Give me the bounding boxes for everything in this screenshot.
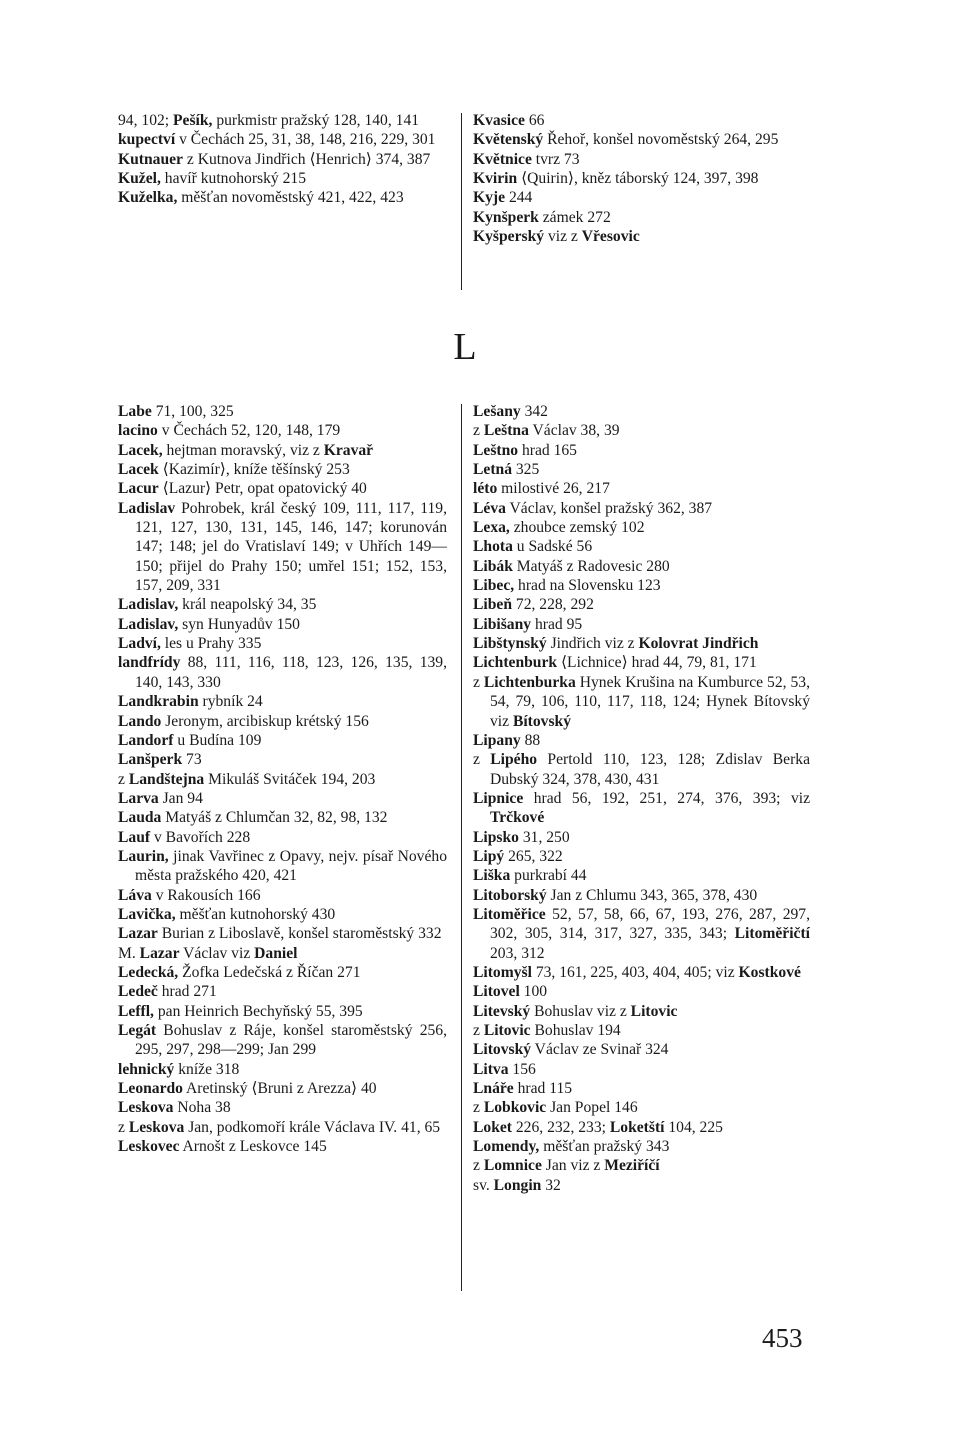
index-entry [118, 692, 447, 711]
index-entry [473, 150, 810, 169]
entry-headword: Libeň [473, 596, 512, 614]
entry-headword: Lhota [473, 538, 513, 556]
index-entry [473, 130, 810, 149]
entry-headword: Landkrabin [118, 693, 199, 711]
entry-text: Pertold 110, 123, 128; Zdislav Berka Dubský 324, 378, 430, 431 [490, 751, 810, 788]
index-entry [473, 1060, 810, 1079]
entry-headword: Lipý [473, 847, 505, 865]
entry-headword: Laurin, [118, 847, 169, 865]
index-entry [118, 499, 447, 596]
entry-text: kníže 318 [174, 1060, 240, 1078]
index-entry [473, 227, 810, 246]
entry-text: purkmistr pražský 128, 140, 141 [212, 112, 420, 129]
entry-headword: Lipého [490, 751, 538, 769]
index-entry [118, 1098, 447, 1117]
entry-text: měšťan kutnohorský 430 [175, 905, 336, 923]
entry-headword: Lando [118, 712, 162, 730]
entry-text: ⟨Lichnice⟩ hrad 44, 79, 81, 171 [557, 654, 757, 672]
entry-text: z [473, 1157, 484, 1175]
entry-text: král neapolský 34, 35 [178, 596, 317, 614]
entry-headword: Kužel, [118, 170, 161, 188]
entry-text: Matyáš z Chlumčan 32, 82, 98, 132 [161, 809, 388, 827]
index-entry [118, 421, 447, 440]
entry-headword: Lipnice [473, 789, 524, 807]
entry-text: viz z [544, 228, 582, 246]
index-entry [118, 789, 447, 808]
entry-text: 265, 322 [504, 847, 563, 865]
entry-headword: Bítovský [512, 712, 572, 730]
entry-text: Aretinský ⟨Bruni z Arezza⟩ 40 [182, 1080, 377, 1098]
entry-text: Pohrobek, král český 109, 111, 117, 119, 121, 127, 130, 131, 145, 146, 147; korunován 147; 148; jel do Vratislaví 149; v Uhřích 149—150; přijel do Prahy 150; umřel 151; 152, 153, 157, 209, 331 [135, 499, 447, 595]
entry-headword: Lnáře [473, 1080, 514, 1098]
entry-headword: Kostkové [738, 963, 801, 981]
entry-text: 72, 228, 292 [512, 596, 594, 614]
entry-text: 104, 225 [664, 1118, 723, 1136]
entry-text: havíř kutnohorský 215 [160, 170, 306, 188]
entry-text: syn Hunyadův 150 [178, 615, 300, 633]
index-entry [118, 944, 447, 963]
entry-headword: Litovel [473, 983, 520, 1001]
index-entry [118, 1002, 447, 1021]
entry-text: z [473, 673, 484, 691]
entry-headword: Litva [473, 1060, 509, 1078]
entry-text: 88, 111, 116, 118, 123, 126, 135, 139, 140, 143, 330 [135, 654, 447, 691]
index-entry [118, 770, 447, 789]
entry-headword: Trčkové [490, 809, 545, 827]
entry-headword: lacino [118, 422, 158, 440]
entry-text: purkrabí 44 [510, 867, 587, 885]
entry-headword: Leonardo [118, 1080, 183, 1098]
index-entry [118, 479, 447, 498]
entry-headword: Lomendy, [473, 1138, 540, 1156]
index-entry [473, 634, 810, 653]
entry-text: měšťan novoměstský 421, 422, 423 [177, 189, 404, 207]
entry-headword: Lanšperk [118, 751, 183, 769]
entry-headword: Leštna [483, 422, 529, 440]
entry-text: 325 [511, 461, 540, 479]
entry-headword: Kvasice [473, 112, 525, 129]
entry-headword: Lipany [473, 731, 521, 749]
entry-text: Bohuslav viz z [530, 1002, 631, 1020]
entry-text: Jan Popel 146 [546, 1099, 638, 1117]
entry-headword: Litovic [483, 1022, 531, 1039]
index-entry [473, 1079, 810, 1098]
index-entry [118, 1060, 447, 1079]
index-entry [118, 982, 447, 1001]
entry-text: 244 [505, 189, 533, 207]
entry-headword: Květnice [473, 150, 532, 168]
entry-text: Bohuslav z Ráje, konšel staroměstský 256, 295, 297, 298—299; Jan 299 [135, 1022, 447, 1059]
entry-headword: Kravař [323, 441, 374, 459]
index-entry [473, 1137, 810, 1156]
index-entry [473, 1002, 810, 1021]
entry-headword: Litoborský [473, 886, 547, 904]
index-entry [118, 460, 447, 479]
index-entry [473, 750, 810, 789]
entry-text: v Bavořích 228 [150, 828, 251, 846]
entry-text: Žofka Ledečská z Říčan 271 [178, 963, 361, 981]
entry-text: 88 [520, 731, 541, 749]
index-entry [118, 130, 447, 149]
entry-headword: Kvirin [473, 170, 518, 188]
index-entry [473, 421, 810, 440]
index-entry [118, 441, 447, 460]
entry-text: u Budína 109 [173, 731, 262, 749]
index-entry [118, 615, 447, 634]
index-entry [118, 1137, 447, 1156]
entry-headword: lehnický [118, 1060, 175, 1078]
entry-text: jinak Vavřinec z Opavy, nejv. písař Nového města pražského 420, 421 [135, 847, 447, 885]
index-entry [118, 111, 447, 130]
entry-headword: Libec, [473, 577, 515, 595]
entry-text: u Sadské 56 [512, 538, 593, 556]
index-entry [118, 712, 447, 731]
section-letter-heading: L [453, 326, 477, 368]
index-entry [118, 963, 447, 982]
entry-headword: Leskovec [118, 1138, 180, 1156]
index-entry [473, 653, 810, 672]
entry-text: 226, 232, 233; [511, 1118, 610, 1136]
index-entry [473, 731, 810, 750]
index-entry [473, 557, 810, 576]
entry-text: rybník 24 [198, 693, 263, 711]
entry-text: 71, 100, 325 [151, 403, 234, 420]
index-entry [473, 441, 810, 460]
index-entry [118, 150, 447, 169]
entry-text: v Čechách 52, 120, 148, 179 [157, 422, 341, 440]
entry-headword: Litomyšl [473, 963, 532, 981]
index-entry [118, 731, 447, 750]
entry-text: zhoubce zemský 102 [509, 519, 645, 537]
entry-headword: Loketští [609, 1118, 665, 1136]
entry-headword: Lazar [118, 925, 158, 943]
entry-text: v Rakousích 166 [151, 886, 261, 904]
index-entry [473, 673, 810, 731]
index-entry [473, 982, 810, 1001]
entry-headword: léto [473, 480, 498, 498]
entry-headword: Lexa, [473, 519, 510, 537]
entry-headword: Lauf [118, 828, 151, 846]
index-entry [118, 653, 447, 692]
entry-text: ⟨Quirin⟩, kněz táborský 124, 397, 398 [517, 170, 759, 188]
entry-text: z Kutnova Jindřich ⟨Henrich⟩ 374, 387 [182, 150, 431, 168]
index-entry [473, 576, 810, 595]
entry-text: z [118, 1118, 129, 1136]
entry-headword: Láva [118, 886, 152, 904]
entry-text: v Čechách 25, 31, 38, 148, 216, 229, 301 [175, 131, 436, 149]
entry-text: ⟨Lazur⟩ Petr, opat opatovický 40 [158, 480, 367, 498]
index-entry [473, 595, 810, 614]
entry-headword: Litevský [473, 1002, 531, 1020]
entry-text: hejtman moravský, viz z [162, 441, 324, 459]
entry-headword: Lipsko [473, 828, 519, 846]
entry-headword: Ladislav, [118, 615, 179, 633]
entry-text: Václav 38, 39 [528, 422, 620, 440]
entry-text: Jindřich viz z [546, 635, 639, 653]
entry-headword: Litoměřičtí [734, 925, 810, 943]
entry-headword: Litoměřice [473, 905, 546, 923]
entry-headword: Larva [118, 789, 159, 807]
entry-headword: Lacek [118, 461, 159, 479]
entry-headword: Lacek, [118, 441, 163, 459]
entry-text: z [118, 770, 129, 788]
entry-text: 73, 161, 225, 403, 404, 405; viz [531, 963, 739, 981]
entry-text: hrad 56, 192, 251, 274, 376, 393; viz [523, 789, 810, 807]
index-entry [118, 188, 447, 207]
index-entry [473, 866, 810, 885]
index-entry [118, 886, 447, 905]
index-entry [473, 460, 810, 479]
entry-text: hrad 165 [518, 441, 577, 459]
column-divider-top [461, 113, 462, 290]
entry-headword: Leskova [128, 1118, 185, 1136]
index-entry [118, 808, 447, 827]
index-entry [473, 615, 810, 634]
entry-text: Jan, podkomoří krále Václava IV. 41, 65 [184, 1118, 441, 1136]
entry-headword: Libštynský [473, 635, 547, 653]
entry-headword: Litovský [473, 1041, 532, 1059]
index-entry [473, 828, 810, 847]
entry-text: z [473, 1099, 484, 1117]
entry-text: Arnošt z Leskovce 145 [179, 1138, 327, 1156]
entry-headword: Kolovrat Jindřich [638, 635, 759, 653]
entry-headword: Lichtenburka [483, 673, 576, 691]
entry-headword: Kuželka, [118, 189, 178, 207]
entry-text: hrad 95 [531, 615, 583, 633]
entry-text: Burian z Liboslavě, konšel staroměstský 332 [157, 925, 442, 943]
entry-headword: Lauda [118, 809, 162, 827]
index-entry [118, 828, 447, 847]
index-entry [473, 1098, 810, 1117]
entry-text: 100 [519, 983, 548, 1001]
index-entry [473, 1040, 810, 1059]
index-entry [118, 634, 447, 653]
entry-headword: Libák [473, 557, 513, 575]
entry-headword: Léva [473, 499, 506, 517]
index-entry [473, 1156, 810, 1175]
entry-headword: Liška [473, 867, 511, 885]
entry-text: z [473, 422, 484, 440]
entry-text: Jan viz z [541, 1157, 605, 1175]
entry-headword: Ladislav [118, 499, 176, 517]
entry-headword: Kyšperský [473, 228, 545, 246]
entry-headword: Ledecká, [118, 963, 179, 981]
entry-headword: Vřesovic [581, 228, 640, 246]
entry-headword: Leffl, [118, 1002, 154, 1020]
entry-text: 94, 102; [118, 112, 174, 129]
index-entry [473, 537, 810, 556]
entry-headword: Lacur [118, 480, 159, 498]
index-column-right [473, 402, 810, 1195]
entry-headword: Květenský [473, 131, 544, 149]
index-column-left [118, 402, 447, 1156]
page-number: 453 [762, 1323, 803, 1353]
index-entry [118, 905, 447, 924]
index-entry [473, 963, 810, 982]
index-entry [473, 1021, 810, 1040]
entry-headword: Pešík, [173, 112, 213, 129]
entry-text: Mikuláš Svitáček 194, 203 [204, 770, 376, 788]
entry-headword: Lichtenburk [473, 654, 558, 672]
entry-text: Jan z Chlumu 343, 365, 378, 430 [546, 886, 758, 904]
entry-headword: Longin [493, 1176, 542, 1194]
entry-headword: Landštejna [128, 770, 205, 788]
entry-text: Matyáš z Radovesic 280 [512, 557, 670, 575]
index-entry [473, 208, 810, 227]
entry-text: 52, 57, 58, 66, 67, 193, 276, 287, 297, 302, 305, 314, 317, 327, 335, 343; [490, 905, 810, 943]
entry-text: M. [118, 944, 140, 962]
entry-text: les u Prahy 335 [160, 635, 262, 653]
index-entry [473, 518, 810, 537]
index-entry [473, 188, 810, 207]
entry-text: měšťan pražský 343 [539, 1138, 670, 1156]
entry-headword: Lazar [139, 944, 180, 962]
entry-headword: Kynšperk [473, 208, 539, 226]
index-entry [118, 595, 447, 614]
entry-text: milostivé 26, 217 [497, 480, 610, 498]
entry-text: Jan 94 [158, 789, 203, 807]
index-entry [473, 847, 810, 866]
entry-headword: Lomnice [483, 1157, 542, 1175]
index-entry [118, 750, 447, 769]
entry-headword: Lešany [473, 403, 521, 420]
entry-text: sv. [473, 1176, 494, 1194]
entry-headword: Leskova [118, 1099, 174, 1117]
entry-text: ⟨Kazimír⟩, kníže těšínský 253 [158, 461, 350, 479]
index-entry [473, 1118, 810, 1137]
entry-text: zámek 272 [538, 208, 611, 226]
entry-text: z [473, 1022, 484, 1039]
entry-text: 156 [508, 1060, 536, 1078]
entry-headword: Ladví, [118, 635, 161, 653]
entry-text: hrad 271 [157, 983, 217, 1001]
entry-headword: Ledeč [118, 983, 158, 1001]
index-entry [473, 1176, 810, 1195]
index-entry [118, 1021, 447, 1060]
entry-headword: Litovic [630, 1002, 678, 1020]
index-entry [473, 402, 810, 421]
index-entry [118, 402, 447, 421]
entry-text: Noha 38 [173, 1099, 231, 1117]
entry-text: Jeronym, arcibiskup krétský 156 [161, 712, 369, 730]
entry-headword: Loket [473, 1118, 512, 1136]
entry-text: hrad na Slovensku 123 [514, 577, 661, 595]
entry-text: Václav ze Svinař 324 [531, 1041, 669, 1059]
entry-text: 32 [541, 1176, 561, 1194]
entry-text: Václav viz [179, 944, 255, 962]
index-entry [473, 499, 810, 518]
index-entry [473, 886, 810, 905]
index-column-top-left [118, 111, 447, 208]
entry-headword: Landorf [118, 731, 174, 749]
index-entry [473, 905, 810, 963]
index-column-top-right [473, 111, 810, 246]
entry-headword: Legát [118, 1022, 157, 1039]
index-entry [473, 111, 810, 130]
index-entry [118, 847, 447, 886]
entry-headword: Kutnauer [118, 150, 183, 168]
entry-text: tvrz 73 [531, 150, 580, 168]
entry-headword: Lavička, [118, 905, 176, 923]
entry-headword: Libišany [473, 615, 532, 633]
entry-text: z [473, 751, 491, 769]
entry-text: Řehoř, konšel novoměstský 264, 295 [543, 131, 779, 149]
entry-headword: Meziříčí [604, 1157, 660, 1175]
entry-text: 31, 250 [518, 828, 570, 846]
entry-headword: kupectví [118, 131, 176, 149]
entry-headword: landfrídy [118, 654, 181, 672]
index-entry [473, 479, 810, 498]
entry-headword: Lobkovic [483, 1099, 547, 1117]
entry-text: 203, 312 [490, 944, 545, 962]
entry-text: Václav, konšel pražský 362, 387 [505, 499, 713, 517]
entry-headword: Labe [118, 403, 152, 420]
entry-text: 66 [524, 112, 545, 129]
index-entry [118, 924, 447, 943]
entry-text: Bohuslav 194 [530, 1022, 621, 1039]
entry-headword: Kyje [473, 189, 506, 207]
entry-text: 342 [520, 403, 548, 420]
index-entry [473, 169, 810, 188]
index-entry [118, 169, 447, 188]
entry-headword: Ladislav, [118, 596, 179, 614]
entry-headword: Letná [473, 461, 512, 479]
index-entry [473, 789, 810, 828]
entry-text: hrad 115 [513, 1080, 573, 1098]
entry-headword: Leštno [473, 441, 519, 459]
index-entry [118, 1079, 447, 1098]
entry-text: Hynek Krušina na Kumburce 52, 53, 54, 79, 106, 110, 117, 118, 124; Hynek Bítovský viz [490, 673, 810, 730]
index-entry [118, 1118, 447, 1137]
entry-text: 73 [182, 751, 202, 769]
entry-headword: Daniel [254, 944, 298, 962]
column-divider [461, 404, 462, 1291]
entry-text: pan Heinrich Bechyňský 55, 395 [153, 1002, 363, 1020]
